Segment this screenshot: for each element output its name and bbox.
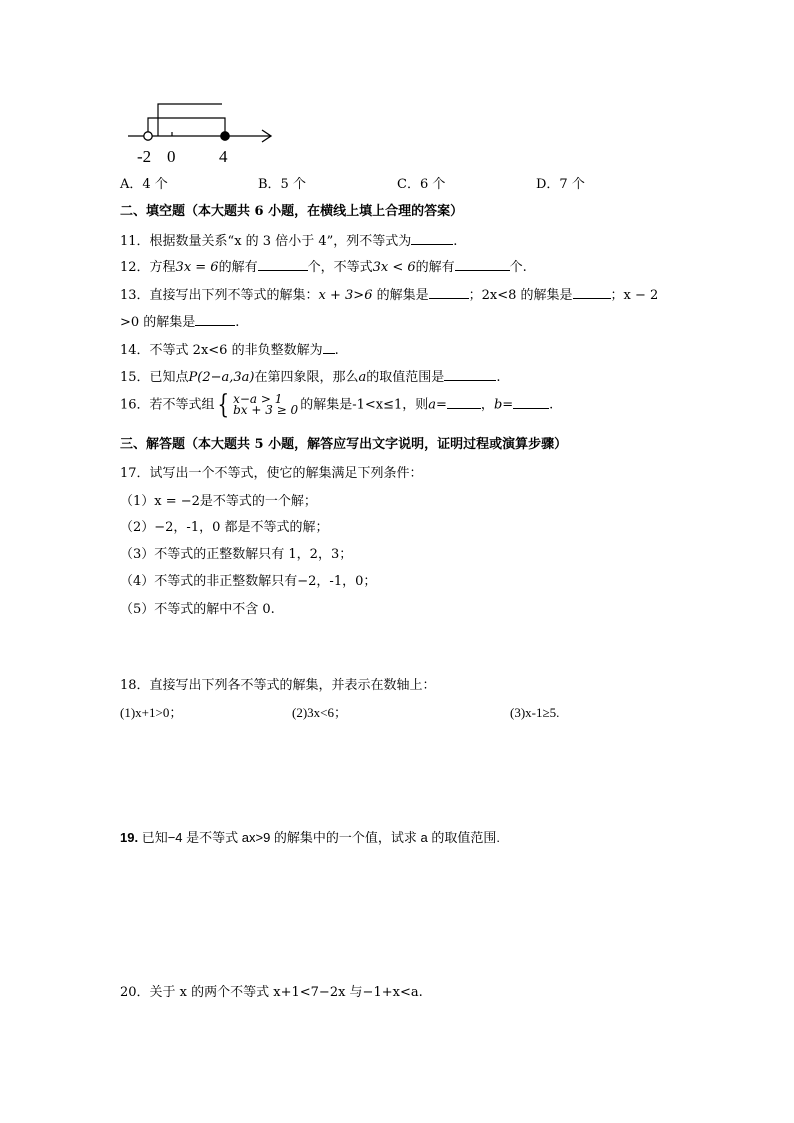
question-18-intro: 18．直接写出下列各不等式的解集，并表示在数轴上： — [120, 678, 436, 693]
open-point-minus-two — [144, 132, 152, 140]
question-11-text: 11．根据数量关系“x 的 3 倍小于 4”，列不等式为 — [120, 234, 412, 249]
number-line-figure — [120, 96, 290, 168]
answer-blank — [444, 368, 496, 381]
left-brace-icon: { — [217, 390, 229, 420]
solution-bracket-lower — [148, 118, 225, 136]
option-d: D．7 个 — [536, 177, 585, 192]
answer-blank — [411, 232, 453, 245]
tick-label-minus-two: -2 — [137, 147, 152, 166]
answer-blank — [447, 396, 481, 409]
question-17-item-4: （4）不等式的非正整数解只有−2，-1，0； — [120, 574, 377, 589]
question-11: 11．根据数量关系“x 的 3 倍小于 4”，列不等式为 . — [120, 234, 458, 249]
answer-blank — [573, 286, 611, 299]
question-13-line-2: >0 的解集是 . — [120, 315, 240, 330]
question-17-item-2: （2）−2，-1，0 都是不等式的解； — [120, 520, 329, 535]
question-18-part-2: (2)3x<6； — [292, 705, 347, 720]
answer-blank — [455, 258, 510, 271]
question-17-item-1: （1）x = −2是不等式的一个解； — [120, 494, 317, 509]
question-14: 14．不等式 2x<6 的非负整数解为 . — [120, 343, 339, 358]
section-3-title: 三、解答题（本大题共 5 小题，解答应写出文字说明，证明过程或演算步骤） — [120, 437, 568, 452]
option-b: B．5 个 — [258, 177, 306, 192]
option-a: A．4 个 — [120, 177, 168, 192]
answer-blank — [323, 341, 335, 354]
inequality: 3x < 6 — [372, 260, 416, 275]
inequality-system: x−a > 1 bx + 3 ≥ 0 — [233, 392, 299, 417]
question-17-item-5: （5）不等式的解中不含 0. — [120, 602, 275, 617]
answer-blank — [513, 396, 549, 409]
solution-bracket-upper — [158, 104, 222, 136]
question-17-item-3: （3）不等式的正整数解只有 1，2，3； — [120, 547, 353, 562]
answer-blank — [195, 313, 235, 326]
option-c: C．6 个 — [397, 177, 446, 192]
answer-blank — [258, 258, 308, 271]
question-19: 19. 已知−4 是不等式 ax>9 的解集中的一个值，试求 a 的取值范围. — [120, 830, 500, 845]
equation: 3x = 6 — [175, 260, 219, 275]
question-20: 20．关于 x 的两个不等式 x+1<7−2x 与−1+x<a. — [120, 985, 423, 1000]
question-12: 12．方程3x = 6的解有 个，不等式3x < 6的解有 个. — [120, 260, 527, 275]
point-expression: P(2−a,3a) — [188, 370, 255, 385]
question-16: 16．若不等式组{ x−a > 1 bx + 3 ≥ 0 的解集是-1<x≤1，则a= ，b= . — [120, 390, 554, 420]
tick-label-zero: 0 — [167, 147, 176, 166]
question-18-part-3: (3)x-1≥5. — [510, 705, 560, 720]
section-2-title: 二、填空题（本大题共 6 小题，在横线上填上合理的答案） — [120, 204, 464, 219]
question-13: 13．直接写出下列不等式的解集：x + 3>6 的解集是 ；2x<8 的解集是 ；x − 2 — [120, 288, 659, 303]
tick-label-four: 4 — [219, 147, 228, 166]
closed-point-four — [221, 132, 229, 140]
question-15: 15．已知点P(2−a,3a)在第四象限，那么a的取值范围是 . — [120, 370, 501, 385]
answer-blank — [429, 286, 469, 299]
question-17-intro: 17．试写出一个不等式，使它的解集满足下列条件： — [120, 466, 423, 481]
question-18-part-1: (1)x+1>0； — [120, 705, 183, 720]
